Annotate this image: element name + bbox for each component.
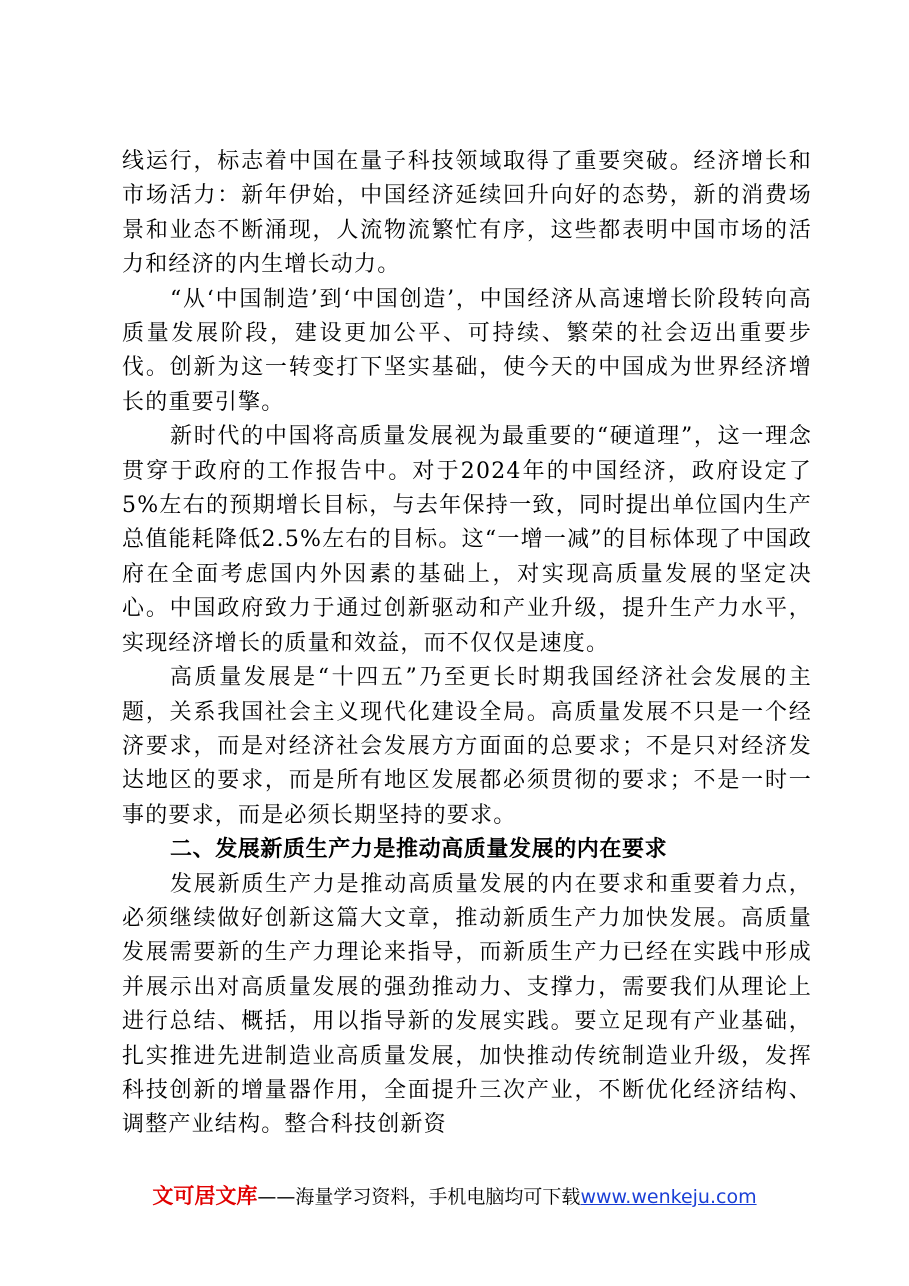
footer-banner bbox=[0, 1181, 909, 1212]
paragraph: “从‘中国制造’到‘中国创造’，中国经济从高速增长阶段转向高质量发展阶段，建设更加公平、可持续、繁荣的社会迈出重要步伐。创新为这一转变打下坚实基础，使今天的中国成为世界经济增长的重要引擎。 bbox=[122, 286, 812, 415]
footer-slogan: ——海量学习资料，手机电脑均可下载 bbox=[257, 1186, 581, 1208]
paragraph: 新时代的中国将高质量发展视为最重要的“硬道理”，这一理念贯穿于政府的工作报告中。对于2024年的中国经济，政府设定了5%左右的预期增长目标，与去年保持一致，同时提出单位国内生产总值能耗降低2.5%左右的目标。这“一增一减”的目标体现了中国政府在全面考虑国内外因素的基础上，对实现高质量发展的坚定决心。中国政府致力于通过创新驱动和产业升级，提升生产力水平，实现经济增长的质量和效益，而不仅仅是速度。 bbox=[122, 424, 812, 656]
footer-brand: 文可居文库 bbox=[152, 1184, 258, 1208]
paragraph: 发展新质生产力是推动高质量发展的内在要求和重要着力点，必须继续做好创新这篇大文章，推动新质生产力加快发展。高质量发展需要新的生产力理论来指导，而新质生产力已经在实践中形成并展示出对高质量发展的强劲推动力、支撑力，需要我们从理论上进行总结、概括，用以指导新的发展实践。要立足现有产业基础，扎实推进先进制造业高质量发展，加快推动传统制造业升级，发挥科技创新的增量器作用，全面提升三次产业，不断优化经济结构、调整产业结构。整合科技创新资 bbox=[122, 871, 812, 1138]
paragraph: 高质量发展是“十四五”乃至更长时期我国经济社会发展的主题，关系我国社会主义现代化建设全局。高质量发展不只是一个经济要求，而是对经济社会发展方方面面的总要求；不是只对经济发达地区的要求，而是所有地区发展都必须贯彻的要求；不是一时一事的要求，而是必须长期坚持的要求。 bbox=[122, 665, 812, 828]
paragraph-continuation: 线运行，标志着中国在量子科技领域取得了重要突破。经济增长和市场活力：新年伊始，中国经济延续回升向好的态势，新的消费场景和业态不断涌现，人流物流繁忙有序，这些都表明中国市场的活力和经济的内生增长动力。 bbox=[122, 149, 812, 278]
footer-link[interactable]: www.wenkeju.com bbox=[580, 1186, 757, 1208]
document-body bbox=[122, 145, 812, 1143]
section-heading: 二、发展新质生产力是推动高质量发展的内在要求 bbox=[170, 837, 668, 863]
